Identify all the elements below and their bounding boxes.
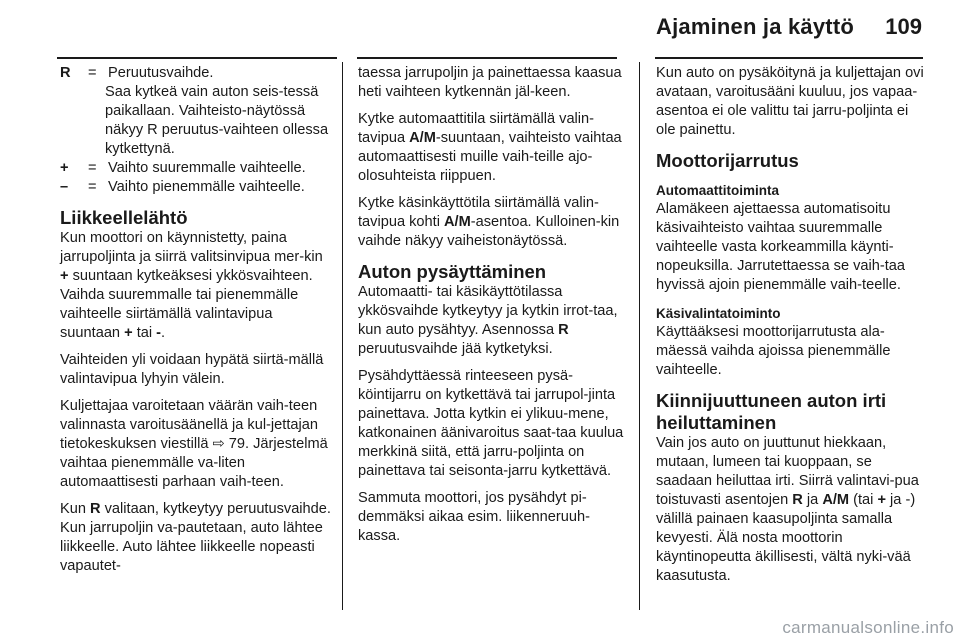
gear-definition-list [60, 64, 332, 197]
paragraph: Kun R valitaan, kytkeytyy peruutusvaihde. Kun jarrupoljin va-pautetaan, auto lähtee liikkeelle. Auto lähtee liikkeelle nopeasti vapautet- [60, 501, 331, 574]
paragraph: Kytke käsinkäyttötila siirtämällä valin-tavipua kohti A/M-asentoa. Kulloinen-kin vaihde näkyy vaiheistonäytössä. [358, 195, 620, 249]
definition-key: – [60, 179, 69, 195]
definition-key: R [60, 65, 71, 81]
column-3 [656, 64, 926, 594]
paragraph: Sammuta moottori, jos pysähdyt pi-demmäksi aikaa esim. liikenneruuh-kassa. [358, 490, 590, 544]
section-heading-liikkeellelahto: Liikkeellelähtö [60, 207, 188, 228]
page-title: Ajaminen ja käyttö [656, 14, 854, 39]
definition-row [60, 64, 332, 83]
definition-row [60, 178, 332, 197]
definition-equals: = [88, 65, 97, 81]
subheading-kasivalintatoiminto: Käsivalintatoiminto [656, 306, 781, 321]
paragraph: Käyttääksesi moottorijarrutusta ala-mäessä vaihda ajoissa pienemmälle vaihteelle. [656, 324, 891, 378]
column-rule-3 [655, 57, 923, 59]
definition-row [60, 159, 332, 178]
column-divider-2 [639, 62, 640, 610]
page-number: 109 [885, 14, 922, 39]
paragraph: Kuljettajaa varoitetaan väärän vaih-teen valinnasta varoitusäänellä ja kul-jettajan tietokeskuksen viestillä ⇨ 79. Järjestelmä vaihtaa pienemmälle va-liten automaattisesti parhaan vaih-teen. [60, 398, 328, 490]
paragraph: taessa jarrupoljin ja painettaessa kaasua heti vaihteen kytkennän jäl-keen. [358, 65, 622, 100]
column-rule-2 [357, 57, 617, 59]
paragraph: Kun moottori on käynnistetty, paina jarrupoljinta ja siirrä valitsinvipua mer-kin + suuntaan kytkeäksesi ykkösvaihteen. Vaihda suuremmalle tai pienemmälle vaihteelle siirtämällä valintavipua suuntaan + tai -. [60, 230, 323, 341]
paragraph: Alamäkeen ajettaessa automatisoitu käsivaihteisto vaihtaa suuremmalle vaihteelle vasta korkeammilla käynti-nopeuksilla. Jarrutettaessa se vaih-taa hyvissä ajoin pienemmälle vaih-teelle. [656, 201, 906, 293]
column-divider-1 [342, 62, 343, 610]
section-heading-kiinnijuuttuneen-auton: Kiinnijuuttuneen auton irti heiluttaminen [656, 390, 887, 433]
paragraph: Automaatti- tai käsikäyttötilassa ykkösvaihde kytkeytyy ja kytkin irrot-taa, kun auto pysähtyy. Asennossa R peruutusvaihde jää kytketyksi. [358, 284, 618, 357]
definition-value: Vaihto pienemmälle vaihteelle. [108, 179, 305, 195]
column-1 [60, 64, 332, 584]
paragraph: Kytke automaattitila siirtämällä valin-tavipua A/M-suuntaan, vaihteisto vaihtaa automaattisesti muille vaih-teille ajo-olosuhteista riippuen. [358, 111, 622, 184]
section-heading-moottorijarrutus: Moottorijarrutus [656, 150, 799, 171]
watermark: carmanualsonline.info [782, 618, 954, 637]
page-header [0, 0, 960, 58]
column-2 [358, 64, 624, 554]
definition-key: + [60, 160, 69, 176]
definition-value: Peruutusvaihde. [108, 65, 214, 81]
paragraph: Vaihteiden yli voidaan hypätä siirtä-mällä valintavipua lyhyin välein. [60, 352, 324, 387]
subheading-automaattitoiminta: Automaattitoiminta [656, 183, 779, 198]
paragraph: Kun auto on pysäköitynä ja kuljettajan ovi avataan, varoitusääni kuuluu, jos vapaa-asentoa ei ole valittu tai jarru-poljinta ei ole painettu. [656, 65, 924, 138]
reverse-gear-note: Saa kytkeä vain auton seis-tessä paikallaan. Vaihteisto-näytössä näkyy R peruutus-vaihteen ollessa kytkettynä. [105, 84, 329, 157]
paragraph: Vain jos auto on juuttunut hiekkaan, mutaan, lumeen tai kuoppaan, se saadaan heiluttaa irti. Siirrä valintavi-pua toistuvasti asentojen R ja A/M (tai + ja -) välillä painaen kaasupoljinta samalla kevyesti. Älä nosta moottorin käyntinopeutta äkillisesti, vältä nyki-vää kaasutusta. [656, 435, 919, 584]
column-rule-1 [57, 57, 337, 59]
definition-equals: = [88, 179, 97, 195]
definition-value: Vaihto suuremmalle vaihteelle. [108, 160, 306, 176]
paragraph: Pysähdyttäessä rinteeseen pysä-köintijarru on kytkettävä tai jarrupol-jinta painettava. Jotta kytkin ei ylikuu-mene, katkonainen äänivaroitus saat-taa kuulua merkkinä siitä, että jarru-poljinta on painettava tai seisonta-jarru kytkettävä. [358, 368, 624, 479]
definition-equals: = [88, 160, 97, 176]
section-heading-auton-pysayttaminen: Auton pysäyttäminen [358, 261, 547, 282]
